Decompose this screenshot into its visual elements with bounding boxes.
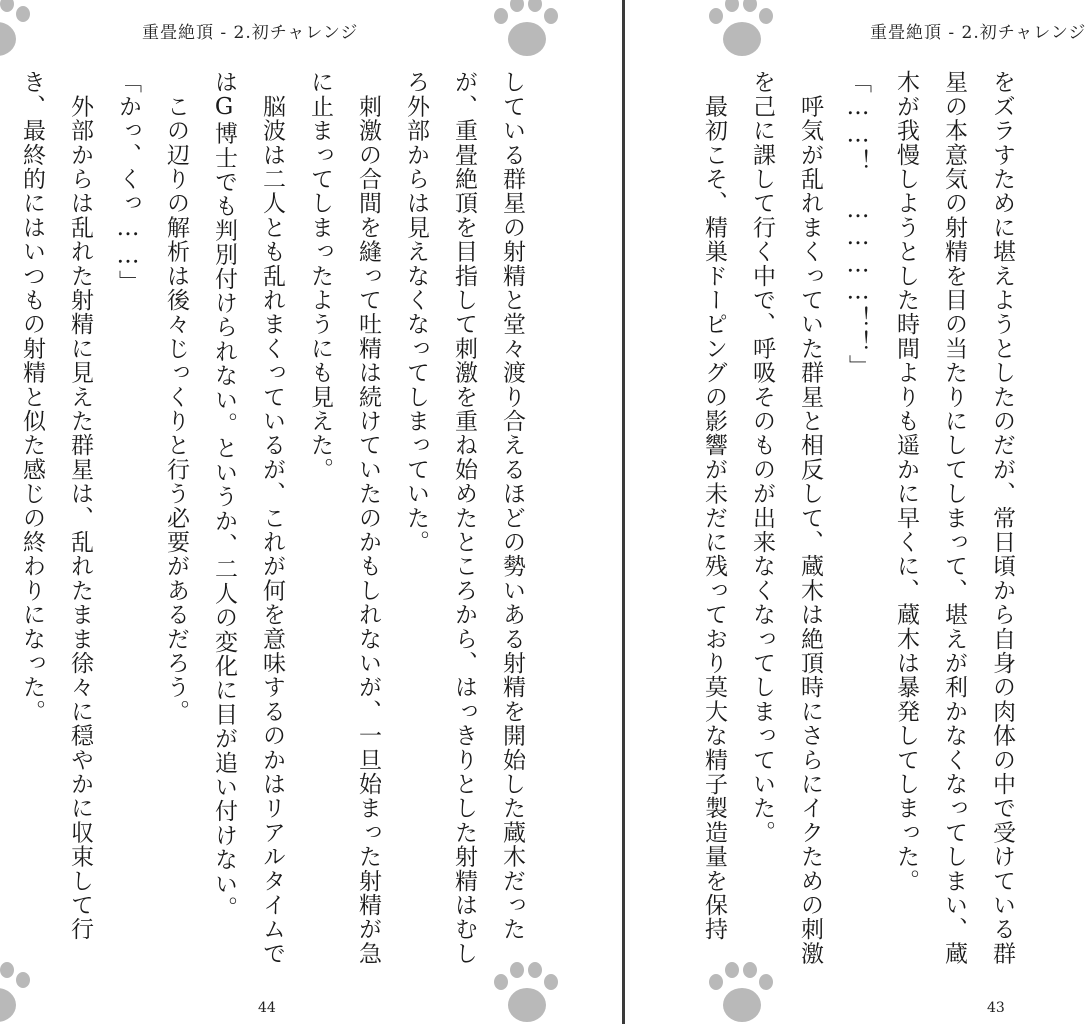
paragraph: 最初こそ、精巣ドーピングの影響が未だに残っており莫大な精子製造量を保持 [701, 70, 727, 942]
body-text [696, 70, 1026, 970]
paw-print-icon [707, 962, 777, 1032]
page-number: 44 [258, 1000, 276, 1016]
paw-print-icon [492, 0, 562, 66]
running-header: 重畳絶頂 ‐ 2.初チャレンジ [870, 23, 1086, 43]
paw-print-icon [0, 0, 30, 66]
paw-print-icon [492, 962, 562, 1032]
paragraph: 脳波は二人とも乱れまくっているが、これが何を意味するのかはリアルタイムではG博士でも判別付けられない。というか、二人の変化に目が追い付けない。 [211, 70, 285, 966]
running-header: 重畳絶頂 ‐ 2.初チャレンジ [142, 23, 359, 43]
paragraph: 呼気が乱れまくっていた群星と相反して、蔵木は絶頂時にさらにイクための刺激を己に課して行く中で、呼吸そのものが出来なくなってしまっていた。 [749, 70, 823, 966]
paragraph: 刺激の合間を縫って吐精は続けていたのかもしれないが、一旦始まった射精が急に止まってしまったようにも見えた。 [307, 70, 381, 966]
page-number: 43 [987, 1000, 1005, 1016]
right-page [625, 0, 1086, 1024]
paragraph: をズラすために堪えようとしたのだが、常日頃から自身の肉体の中で受けている群星の本意気の射精を目の当たりにしてしまって、堪えが利かなくなってしまい、蔵木が我慢しようとした時間よりも遥かに早くに、蔵木は暴発してしまった。 [893, 70, 1015, 966]
dialogue-line: 「かっ、くっ……」 [115, 70, 141, 294]
paw-print-icon [707, 0, 777, 66]
paragraph: 外部からは乱れた射精に見えた群星は、乱れたまま徐々に穏やかに収束して行き、最終的にはいつもの射精と似た感じの終わりになった。 [19, 70, 93, 942]
body-text [16, 70, 536, 970]
paragraph: この辺りの解析は後々じっくりと行う必要があるだろう。 [163, 70, 189, 724]
paw-print-icon [0, 962, 30, 1032]
dialogue-line: 「……！ …………！！」 [845, 70, 871, 379]
paragraph: している群星の射精と堂々渡り合えるほどの勢いある射精を開始した蔵木だったが、重畳絶頂を目指して刺激を重ね始めたところから、はっきりとした射精はむしろ外部からは見えなくなってしまっていた。 [403, 70, 525, 966]
